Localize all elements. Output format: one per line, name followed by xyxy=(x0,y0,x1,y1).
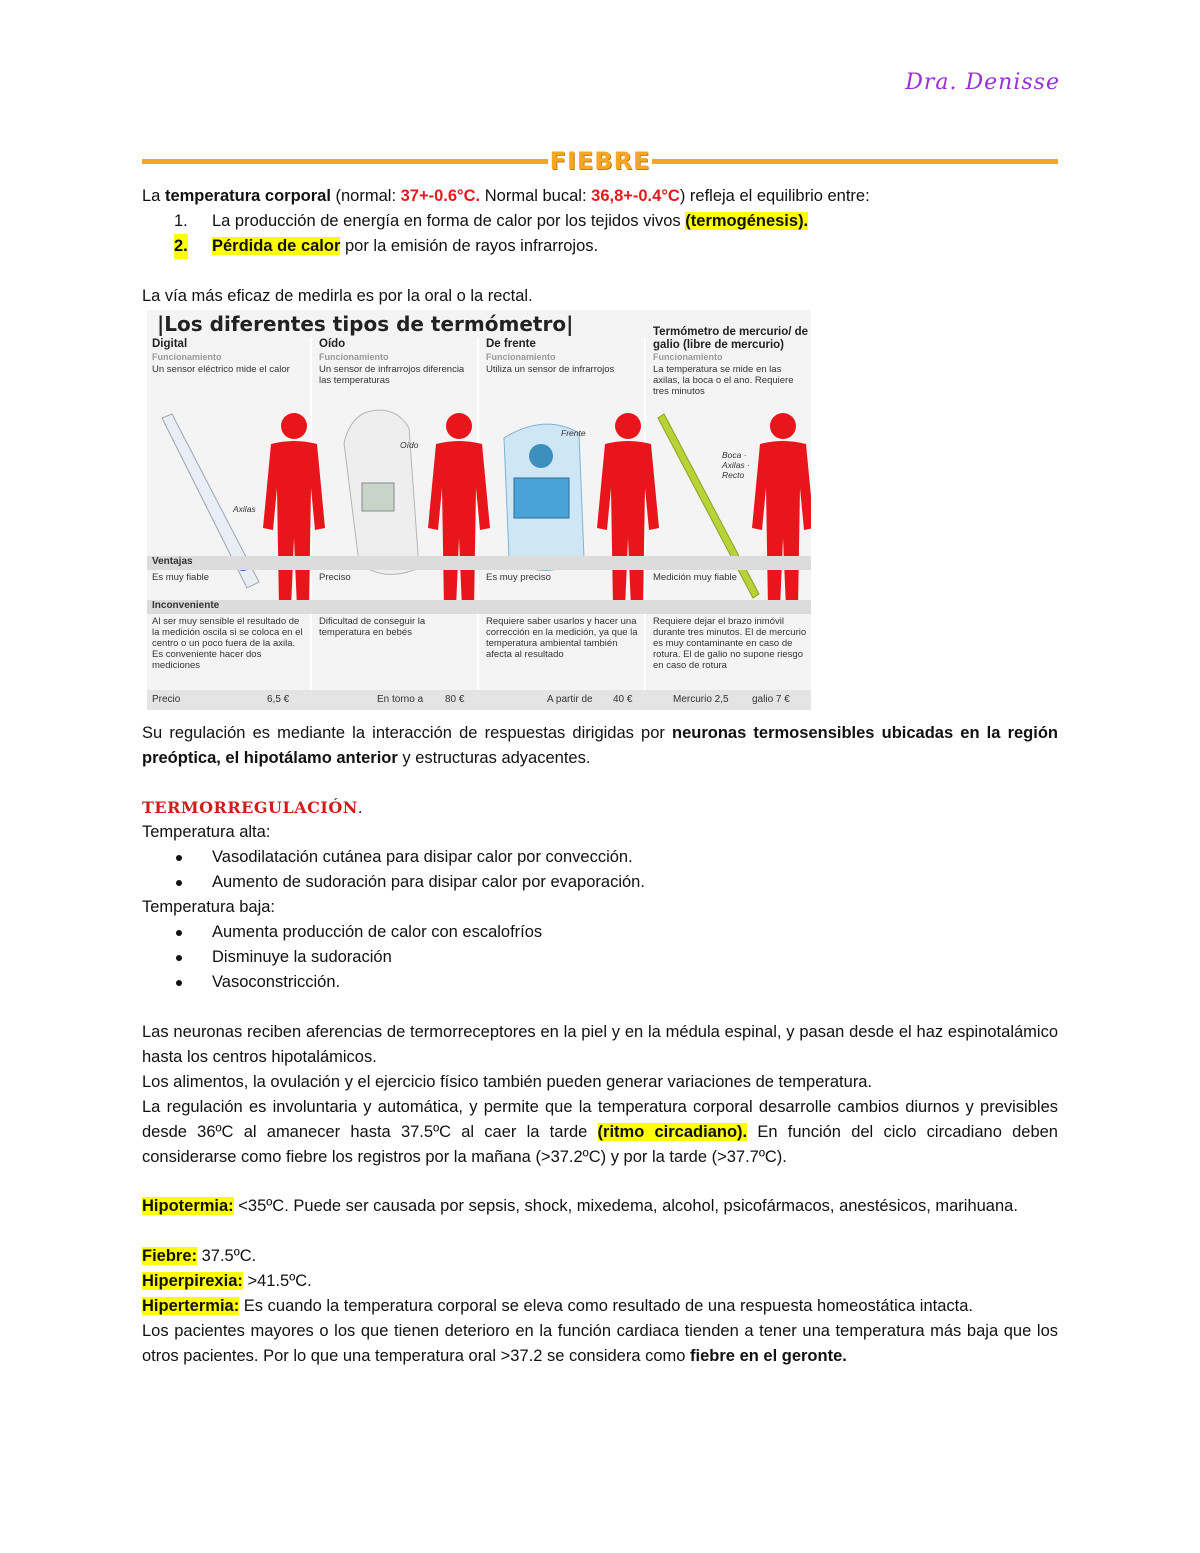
list-item xyxy=(142,970,1058,995)
hypothermia-definition xyxy=(142,1194,1058,1219)
high-temp-list xyxy=(142,845,1058,895)
title-rule-right xyxy=(652,159,1058,164)
advantages-strip xyxy=(147,556,811,570)
intro-text: ) refleja el equilibrio entre: xyxy=(679,187,870,205)
intro-text: La xyxy=(142,187,161,205)
intro-text: Normal bucal: xyxy=(484,187,587,205)
list-item xyxy=(142,920,1058,945)
author-signature: Dra. Denisse xyxy=(905,70,1060,95)
definition-term: Fiebre: xyxy=(142,1247,198,1265)
definition-text: >41.5ºC. xyxy=(247,1272,312,1290)
title-row xyxy=(142,146,1058,176)
list-item-highlight: Pérdida de calor xyxy=(212,237,341,255)
intro-term: temperatura corporal xyxy=(164,187,331,205)
infographic-title: |Los diferentes tipos de termómetro| xyxy=(157,312,574,336)
column-heading: De frente xyxy=(486,338,536,350)
paragraph-text: La regulación es involuntaria y automática, y permite que la temperatura corporal desarrolle cambios diurnos y previsibles desde 36ºC al amanecer hasta 37.5ºC al caer la tarde xyxy=(142,1098,1058,1141)
drawbacks-label: Inconveniente xyxy=(152,600,220,611)
paragraph-text: y estructuras adyacentes. xyxy=(402,749,591,767)
list-item-text: Aumento de sudoración para disipar calor por evaporación. xyxy=(212,873,645,891)
list-item xyxy=(142,945,1058,970)
section-heading: TERMORREGULACIÓN xyxy=(142,798,358,817)
oral-temp-value: 36,8+-0.4°C xyxy=(591,187,680,205)
drawbacks-strip xyxy=(147,600,811,614)
list-item-text: La producción de energía en forma de calor por los tejidos vivos xyxy=(212,212,681,230)
list-number: 1. xyxy=(174,212,188,230)
list-item-text: Vasodilatación cutánea para disipar calor por convección. xyxy=(212,848,633,866)
numbered-list xyxy=(142,209,1058,259)
thermoregulation-heading xyxy=(142,795,1058,821)
definition-text: 37.5ºC. xyxy=(201,1247,257,1265)
food-paragraph: Los alimentos, la ovulación y el ejercicio físico también pueden generar variaciones de temperatura. xyxy=(142,1073,873,1091)
bullet-icon xyxy=(176,980,182,986)
column-heading: Oído xyxy=(319,338,346,350)
price-value: galio 7 € xyxy=(752,694,790,705)
thermometer-infographic xyxy=(147,310,811,710)
page-title: FIEBRE xyxy=(549,147,651,175)
high-temp-label: Temperatura alta: xyxy=(142,823,271,841)
bullet-icon xyxy=(176,955,182,961)
bullet-icon xyxy=(176,880,182,886)
low-temp-label: Temperatura baja: xyxy=(142,898,275,916)
paragraph-bold: neuronas termosensibles ubicadas en la región preóptica, el hipotálamo anterior xyxy=(142,724,1058,767)
drawback-text: Requiere saber usarlos y hacer una corrección en la medición, ya que la temperatura ambiental también afecta al resultado xyxy=(486,616,638,660)
paragraph-text: Su regulación es mediante la interacción de respuestas dirigidas por xyxy=(142,724,665,742)
drawback-text: Dificultad de conseguir la temperatura en bebés xyxy=(319,616,426,638)
fever-definition xyxy=(142,1244,1058,1269)
heading-dot: . xyxy=(357,799,363,817)
list-item xyxy=(142,870,1058,895)
price-value: 40 € xyxy=(613,694,633,705)
column-function-label: Funcionamiento xyxy=(152,352,222,362)
paragraph-bold: fiebre en el geronte. xyxy=(690,1347,847,1365)
advantage-text: Medición muy fiable xyxy=(653,572,737,583)
definition-text: <35ºC. Puede ser causada por sepsis, shock, mixedema, alcohol, psicofármacos, anestésicos, marihuana. xyxy=(238,1197,1018,1215)
body-location-label: Boca · Axilas · Recto xyxy=(722,450,750,480)
paragraph-highlight: (ritmo circadiano). xyxy=(597,1123,748,1141)
body-silhouette-icon xyxy=(748,408,811,618)
paragraph-text: En función del ciclo circadiano deben considerarse como fiebre los registros por la mañana (>37.2ºC) y por la tarde (>37.7ºC). xyxy=(142,1123,1058,1166)
column-function-label: Funcionamiento xyxy=(486,352,556,362)
column-description: La temperatura se mide en las axilas, la boca o el ano. Requiere tres minutos xyxy=(653,364,794,397)
normal-temp-value: 37+-0.6°C. xyxy=(400,187,481,205)
price-label: En torno a xyxy=(377,694,424,705)
circadian-paragraph xyxy=(142,1095,1058,1170)
definition-text: Es cuando la temperatura corporal se eleva como resultado de una respuesta homeostática intacta. xyxy=(243,1297,973,1315)
price-label: A partir de xyxy=(547,694,593,705)
list-number: 2. xyxy=(174,234,188,259)
neurons-paragraph: Las neuronas reciben aferencias de termorreceptores en la piel y en la médula espinal, y pasan desde el haz espinotalámico hasta los centros hipotalámicos. xyxy=(142,1023,1058,1066)
body-location-label: Axilas xyxy=(233,504,256,514)
price-value: 80 € xyxy=(445,694,465,705)
definition-term: Hipertermia: xyxy=(142,1297,240,1315)
column-description: Un sensor eléctrico mide el calor xyxy=(152,364,290,375)
column-function-label: Funcionamiento xyxy=(319,352,389,362)
price-label: Precio xyxy=(152,694,181,705)
column-heading: Digital xyxy=(152,338,188,350)
list-item-text: por la emisión de rayos infrarrojos. xyxy=(344,237,599,255)
definition-term: Hipotermia: xyxy=(142,1197,234,1215)
drawback-text: Requiere dejar el brazo inmóvil durante tres minutos. El de mercurio es muy contaminante en caso de rotura. El de galio no supone riesgo en caso de rotura xyxy=(653,616,807,671)
price-label: Mercurio 2,5 xyxy=(673,694,729,705)
advantages-label: Ventajas xyxy=(152,556,193,567)
paragraph-text: Los pacientes mayores o los que tienen deterioro en la función cardiaca tienden a tener una temperatura más baja que los otros pacientes. Por lo que una temperatura oral >37.2 se considera como xyxy=(142,1322,1058,1365)
column-function-label: Funcionamiento xyxy=(653,352,723,362)
regulation-paragraph xyxy=(142,721,1058,771)
hyperpyrexia-definition xyxy=(142,1269,1058,1294)
column-description: Utiliza un sensor de infrarrojos xyxy=(486,364,615,375)
column-description: Un sensor de infrarrojos diferencia las temperaturas xyxy=(319,364,465,386)
elderly-paragraph xyxy=(142,1319,1058,1369)
list-item-highlight: (termogénesis). xyxy=(685,212,809,230)
bullet-icon xyxy=(176,930,182,936)
infographic-column-ear xyxy=(314,338,479,710)
advantage-text: Es muy fiable xyxy=(152,572,210,583)
title-rule-left xyxy=(142,159,548,164)
list-item xyxy=(142,234,1058,259)
advantage-text: Es muy preciso xyxy=(486,572,551,583)
list-item-text: Aumenta producción de calor con escalofríos xyxy=(212,923,543,941)
list-item xyxy=(142,209,1058,234)
intro-paragraph xyxy=(142,184,1058,209)
bullet-icon xyxy=(176,855,182,861)
body-location-label: Frente xyxy=(561,428,586,438)
measure-paragraph: La vía más eficaz de medirla es por la oral o la rectal. xyxy=(142,287,533,305)
hyperthermia-definition xyxy=(142,1294,1058,1319)
body-location-label: Oído xyxy=(400,440,419,450)
column-heading: Termómetro de mercurio/ de galio (libre de mercurio) xyxy=(653,326,809,351)
intro-text: (normal: xyxy=(335,187,397,205)
list-item-text: Vasoconstricción. xyxy=(212,973,341,991)
list-item-text: Disminuye la sudoración xyxy=(212,948,392,966)
advantage-text: Preciso xyxy=(319,572,351,583)
drawback-text: Al ser muy sensible el resultado de la medición oscila si se coloca en el centro o un poco fuera de la axila. Es conveniente hacer dos mediciones xyxy=(152,616,303,671)
low-temp-list xyxy=(142,920,1058,995)
list-item xyxy=(142,845,1058,870)
definition-term: Hiperpirexia: xyxy=(142,1272,243,1290)
price-value: 6,5 € xyxy=(267,694,290,705)
